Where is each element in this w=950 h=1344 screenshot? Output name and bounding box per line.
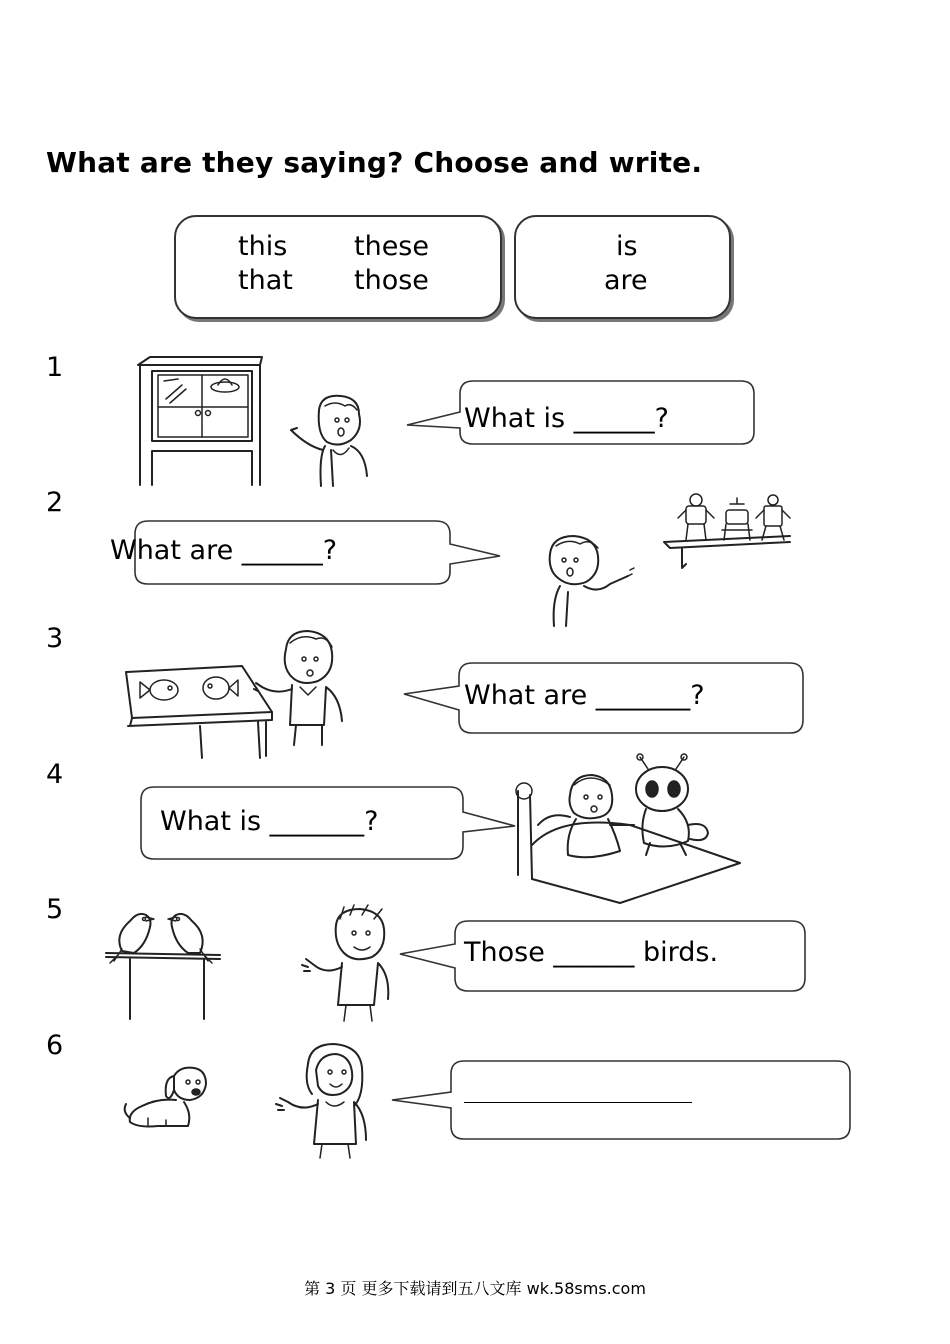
bubble-5-text: Those ______ birds. xyxy=(464,937,719,968)
item-number-4: 4 xyxy=(46,759,64,790)
cabinet-illustration xyxy=(130,355,270,490)
word-bank-verbs xyxy=(514,215,731,319)
boy-waving-illustration xyxy=(298,905,398,1025)
boy-pointing-right-illustration xyxy=(540,530,640,630)
word-this: this xyxy=(238,231,288,262)
boy-presenting-illustration xyxy=(250,625,350,750)
answer-line-6[interactable] xyxy=(464,1102,692,1103)
item-number-3: 3 xyxy=(46,623,64,654)
word-bank-pronouns xyxy=(174,215,502,319)
girl-on-bed-illustration xyxy=(510,755,750,905)
word-is: is xyxy=(616,231,638,262)
bubble-4-text: What is _______? xyxy=(160,806,379,837)
shelf-with-robots-illustration xyxy=(660,490,800,570)
word-these: these xyxy=(354,231,429,262)
item-number-5: 5 xyxy=(46,894,64,925)
puppy-illustration xyxy=(118,1062,213,1134)
item-number-6: 6 xyxy=(46,1030,64,1061)
worksheet-title: What are they saying? Choose and write. xyxy=(46,146,703,179)
bubble-6 xyxy=(390,1060,854,1142)
item-number-1: 1 xyxy=(46,352,64,383)
word-are: are xyxy=(604,265,648,296)
word-those: those xyxy=(354,265,429,296)
boy-pointing-illustration xyxy=(285,390,385,490)
item-number-2: 2 xyxy=(46,487,64,518)
word-that: that xyxy=(238,265,293,296)
birds-on-perch-illustration xyxy=(100,905,230,1025)
bubble-1-text: What is ______? xyxy=(464,403,670,434)
girl-presenting-illustration xyxy=(270,1040,375,1160)
bubble-2-text: What are ______? xyxy=(110,535,338,566)
page-footer: 第 3 页 更多下载请到五八文库 wk.58sms.com xyxy=(304,1279,646,1298)
bubble-3-text: What are _______? xyxy=(464,680,705,711)
